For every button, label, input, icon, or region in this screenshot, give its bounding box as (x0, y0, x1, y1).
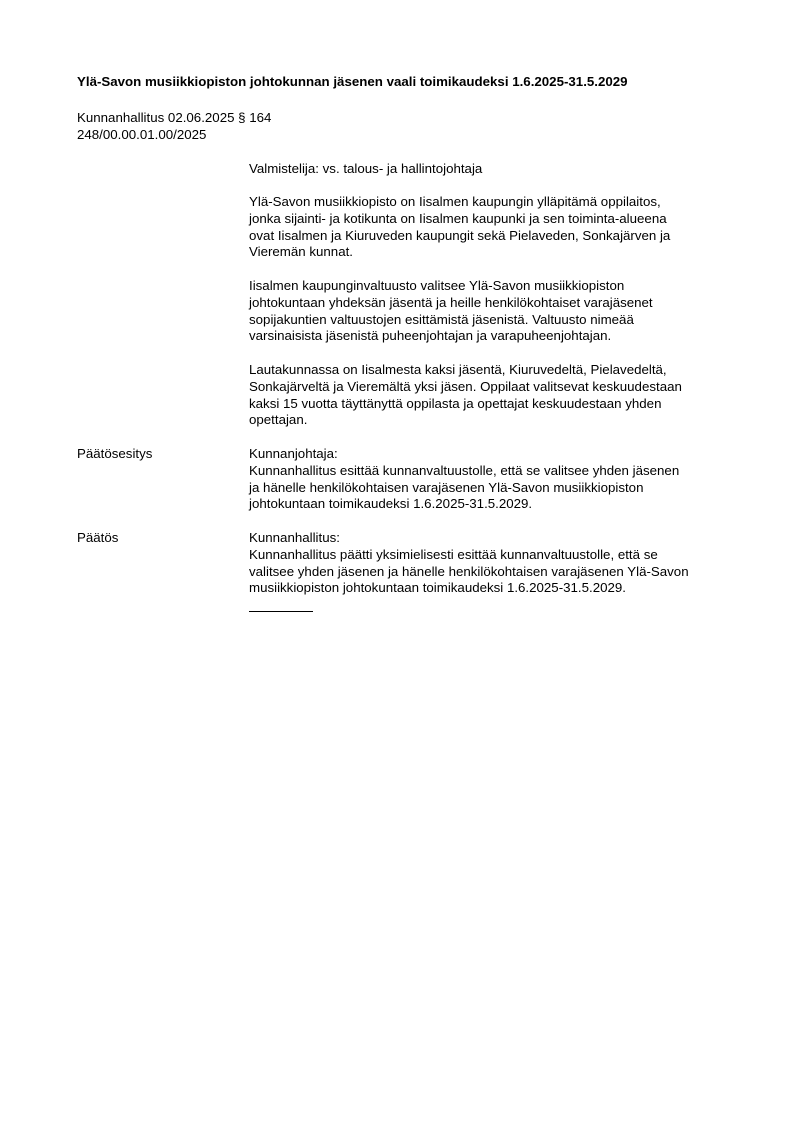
paragraph-line: Lautakunnassa on Iisalmesta kaksi jäsentä, Kiuruvedeltä, Pielavedeltä, (249, 362, 667, 377)
paragraph-board (249, 362, 739, 429)
decision-label: Päätös (77, 530, 119, 545)
paragraph-line: ovat Iisalmen ja Kiuruveden kaupungit sekä Pielaveden, Sonkajärven ja (249, 227, 671, 243)
proposal-section (249, 446, 739, 513)
decision-section (249, 530, 739, 597)
preparer-line (249, 161, 739, 178)
record-number: 248/00.00.01.00/2025 (77, 126, 207, 142)
meeting-reference: Kunnanhallitus 02.06.2025 § 164 (77, 110, 272, 125)
paragraph-council (249, 278, 739, 345)
proposal-speaker: Kunnanjohtaja: (249, 446, 338, 461)
paragraph-line: varsinaisista jäsenistä puheenjohtajan ja varapuheenjohtajan. (249, 328, 612, 344)
paragraph-line: Iisalmen kaupunginvaltuusto valitsee Ylä-Savon musiikkiopiston (249, 278, 625, 293)
proposal-line: ja hänelle henkilökohtaisen varajäsenen Ylä-Savon musiikkiopiston (249, 479, 644, 495)
document-title: Ylä-Savon musiikkiopiston johtokunnan jäsenen vaali toimikaudeksi 1.6.2025-31.5.2029 (77, 74, 628, 89)
paragraph-line: jonka sijainti- ja kotikunta on Iisalmen kaupunki ja sen toiminta-alueena (249, 210, 667, 226)
preparer-text: Valmistelija: vs. talous- ja hallintojohtaja (249, 161, 483, 176)
meeting-meta (77, 110, 377, 144)
proposal-label: Päätösesitys (77, 446, 153, 461)
decision-line: valitsee yhden jäsenen ja hänelle henkilökohtaisen varajäsenen Ylä-Savon (249, 563, 689, 579)
end-rule (249, 611, 313, 612)
paragraph-intro (249, 194, 739, 261)
paragraph-line: Vieremän kunnat. (249, 244, 353, 260)
paragraph-line: sopijakuntien valtuustojen esittämistä jäsenistä. Valtuusto nimeää (249, 311, 634, 327)
paragraph-line: Sonkajärveltä ja Vieremältä yksi jäsen. Oppilaat valitsevat keskuudestaan (249, 378, 682, 394)
paragraph-line: Ylä-Savon musiikkiopisto on Iisalmen kaupungin ylläpitämä oppilaitos, (249, 194, 661, 209)
proposal-line: johtokuntaan toimikaudeksi 1.6.2025-31.5.2029. (249, 496, 533, 512)
decision-line: Kunnanhallitus päätti yksimielisesti esittää kunnanvaltuustolle, että se (249, 546, 658, 562)
decision-line: musiikkiopiston johtokuntaan toimikaudeksi 1.6.2025-31.5.2029. (249, 580, 626, 596)
paragraph-line: kaksi 15 vuotta täyttänyttä oppilasta ja opettajat keskuudestaan yhden (249, 395, 662, 411)
proposal-line: Kunnanhallitus esittää kunnanvaltuustolle, että se valitsee yhden jäsenen (249, 462, 680, 478)
paragraph-line: johtokuntaan yhdeksän jäsentä ja heille henkilökohtaiset varajäsenet (249, 294, 653, 310)
paragraph-line: opettajan. (249, 412, 308, 428)
decision-speaker: Kunnanhallitus: (249, 530, 340, 545)
